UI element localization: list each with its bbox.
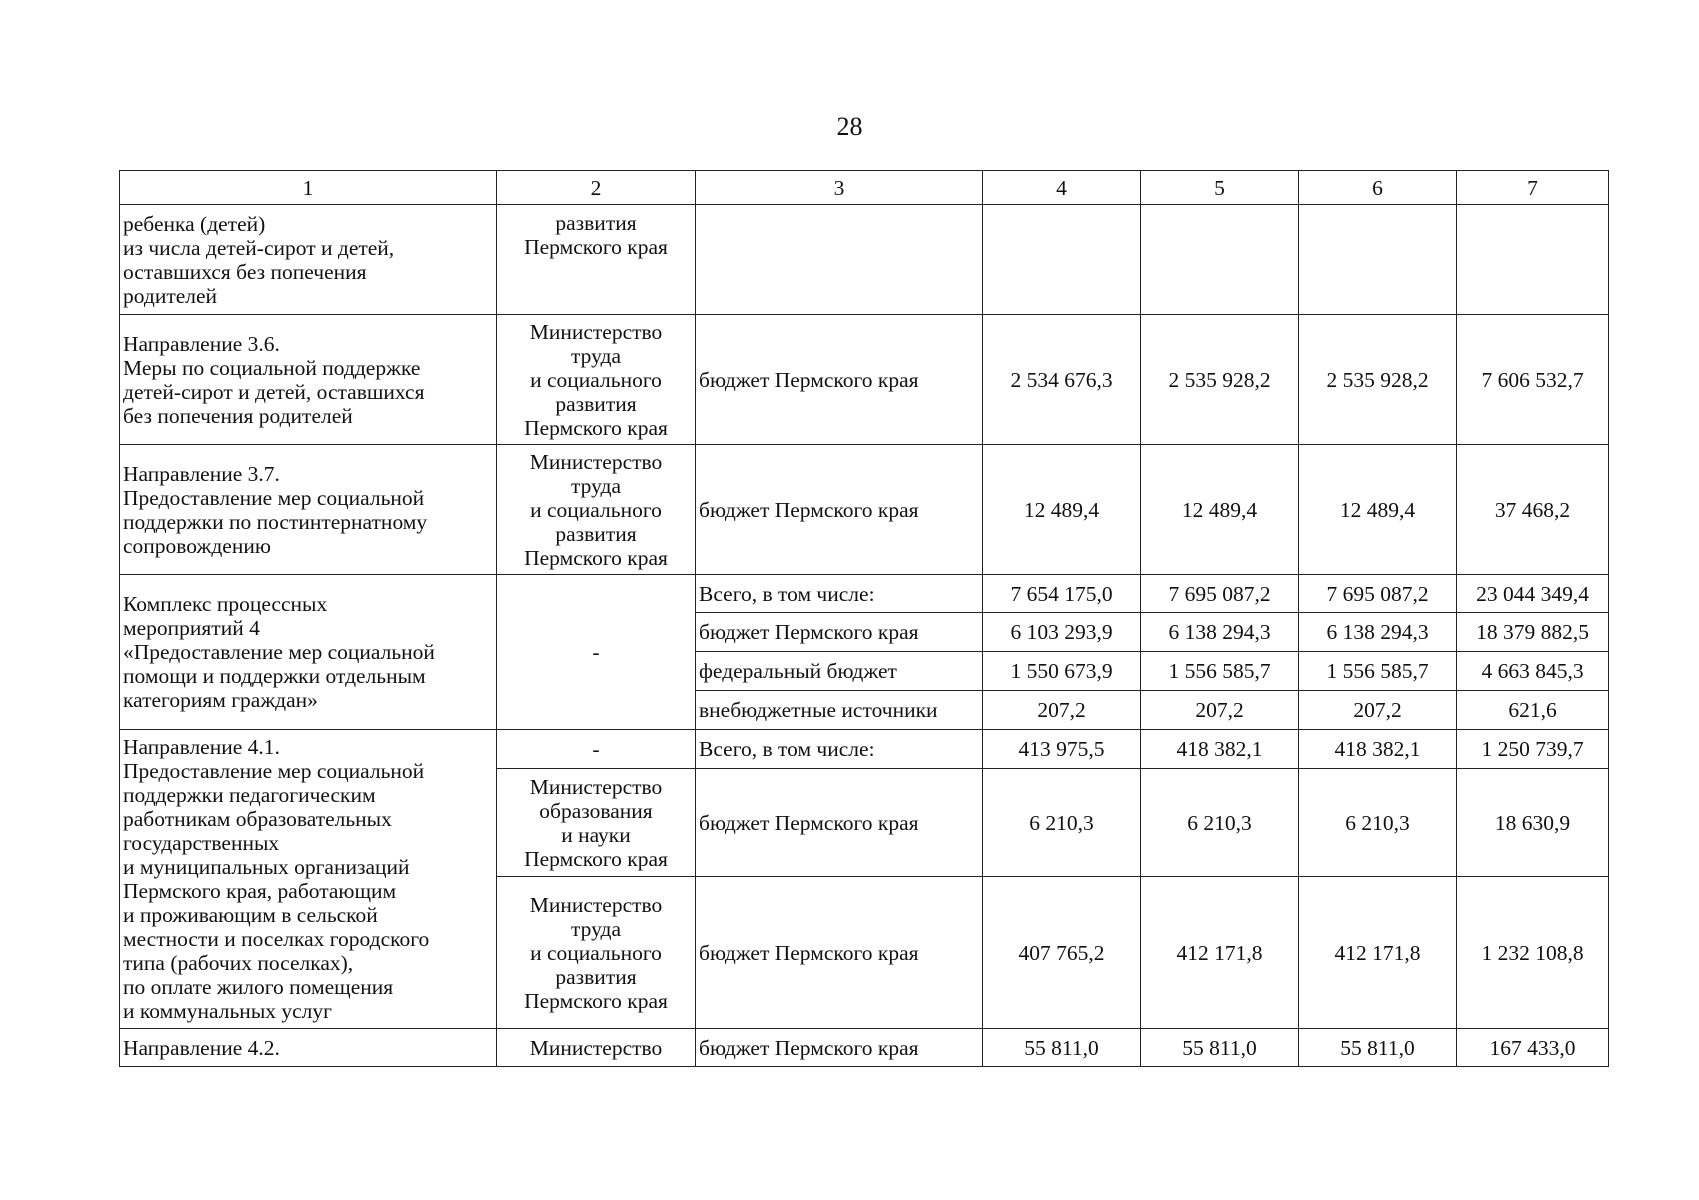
amount-cell: 37 468,2 [1457, 445, 1609, 575]
column-number: 2 [497, 171, 696, 205]
amount-cell: 55 811,0 [1299, 1029, 1457, 1067]
amount-cell: 7 606 532,7 [1457, 315, 1609, 445]
table-row [120, 205, 1609, 315]
amount-cell: 413 975,5 [983, 730, 1141, 769]
activity-name-cell: Направление 3.6. Меры по социальной поддержке детей-сирот и детей, оставшихся без попечения родителей [120, 315, 497, 445]
column-number: 4 [983, 171, 1141, 205]
executor-cell: Министерство труда и социального развития Пермского края [497, 877, 696, 1029]
funding-source-cell: бюджет Пермского края [696, 315, 983, 445]
amount-cell: 407 765,2 [983, 877, 1141, 1029]
executor-cell: Министерство [497, 1029, 696, 1067]
funding-source-cell: федеральный бюджет [696, 652, 983, 691]
amount-cell: 1 250 739,7 [1457, 730, 1609, 769]
amount-cell: 55 811,0 [1141, 1029, 1299, 1067]
budget-table [119, 170, 1609, 1067]
executor-cell: развития Пермского края [497, 205, 696, 315]
amount-cell [1299, 205, 1457, 315]
amount-cell: 1 550 673,9 [983, 652, 1141, 691]
column-number: 5 [1141, 171, 1299, 205]
table-row [120, 730, 1609, 769]
amount-cell: 12 489,4 [1299, 445, 1457, 575]
executor-cell: Министерство труда и социального развития Пермского края [497, 315, 696, 445]
amount-cell: 207,2 [1299, 691, 1457, 730]
amount-cell: 1 556 585,7 [1299, 652, 1457, 691]
funding-source-cell: бюджет Пермского края [696, 445, 983, 575]
amount-cell: 1 232 108,8 [1457, 877, 1609, 1029]
activity-name-cell: Направление 4.2. [120, 1029, 497, 1067]
activity-name-cell: Направление 4.1. Предоставление мер социальной поддержки педагогическим работникам образовательных государственных и муниципальных организаций Пермского края, работающим и проживающим в сельской местности и поселках городского типа (рабочих поселках), по оплате жилого помещения и коммунальных услуг [120, 730, 497, 1029]
amount-cell: 4 663 845,3 [1457, 652, 1609, 691]
amount-cell [1141, 205, 1299, 315]
amount-cell: 6 138 294,3 [1141, 613, 1299, 652]
executor-cell: Министерство образования и науки Пермского края [497, 769, 696, 877]
executor-cell: - [497, 575, 696, 730]
activity-name-cell: ребенка (детей) из числа детей-сирот и детей, оставшихся без попечения родителей [120, 205, 497, 315]
amount-cell: 6 103 293,9 [983, 613, 1141, 652]
table-row [120, 1029, 1609, 1067]
amount-cell: 412 171,8 [1299, 877, 1457, 1029]
amount-cell: 6 138 294,3 [1299, 613, 1457, 652]
amount-cell: 6 210,3 [983, 769, 1141, 877]
funding-source-cell: бюджет Пермского края [696, 1029, 983, 1067]
table-row [120, 315, 1609, 445]
column-number: 3 [696, 171, 983, 205]
amount-cell: 23 044 349,4 [1457, 575, 1609, 613]
amount-cell: 2 534 676,3 [983, 315, 1141, 445]
amount-cell: 167 433,0 [1457, 1029, 1609, 1067]
amount-cell: 7 654 175,0 [983, 575, 1141, 613]
funding-source-cell: внебюджетные источники [696, 691, 983, 730]
amount-cell: 207,2 [1141, 691, 1299, 730]
table-row [120, 445, 1609, 575]
executor-cell: Министерство труда и социального развития Пермского края [497, 445, 696, 575]
activity-name-cell: Направление 3.7. Предоставление мер социальной поддержки по постинтернатному сопровождению [120, 445, 497, 575]
funding-source-cell: Всего, в том числе: [696, 730, 983, 769]
amount-cell: 12 489,4 [983, 445, 1141, 575]
amount-cell: 418 382,1 [1141, 730, 1299, 769]
amount-cell: 207,2 [983, 691, 1141, 730]
amount-cell: 2 535 928,2 [1299, 315, 1457, 445]
amount-cell: 6 210,3 [1299, 769, 1457, 877]
amount-cell: 7 695 087,2 [1299, 575, 1457, 613]
amount-cell: 55 811,0 [983, 1029, 1141, 1067]
amount-cell: 7 695 087,2 [1141, 575, 1299, 613]
executor-cell: - [497, 730, 696, 769]
amount-cell [983, 205, 1141, 315]
table-row [120, 575, 1609, 613]
funding-source-cell: бюджет Пермского края [696, 877, 983, 1029]
funding-source-cell: бюджет Пермского края [696, 769, 983, 877]
funding-source-cell: бюджет Пермского края [696, 613, 983, 652]
amount-cell: 18 379 882,5 [1457, 613, 1609, 652]
column-number: 1 [120, 171, 497, 205]
amount-cell: 621,6 [1457, 691, 1609, 730]
amount-cell [1457, 205, 1609, 315]
column-number-row [120, 171, 1609, 205]
column-number: 7 [1457, 171, 1609, 205]
page-number: 28 [836, 112, 863, 141]
amount-cell: 18 630,9 [1457, 769, 1609, 877]
amount-cell: 1 556 585,7 [1141, 652, 1299, 691]
amount-cell: 6 210,3 [1141, 769, 1299, 877]
funding-source-cell [696, 205, 983, 315]
activity-name-cell: Комплекс процессных мероприятий 4 «Предоставление мер социальной помощи и поддержки отдельным категориям граждан» [120, 575, 497, 730]
funding-source-cell: Всего, в том числе: [696, 575, 983, 613]
column-number: 6 [1299, 171, 1457, 205]
amount-cell: 12 489,4 [1141, 445, 1299, 575]
amount-cell: 412 171,8 [1141, 877, 1299, 1029]
amount-cell: 2 535 928,2 [1141, 315, 1299, 445]
amount-cell: 418 382,1 [1299, 730, 1457, 769]
